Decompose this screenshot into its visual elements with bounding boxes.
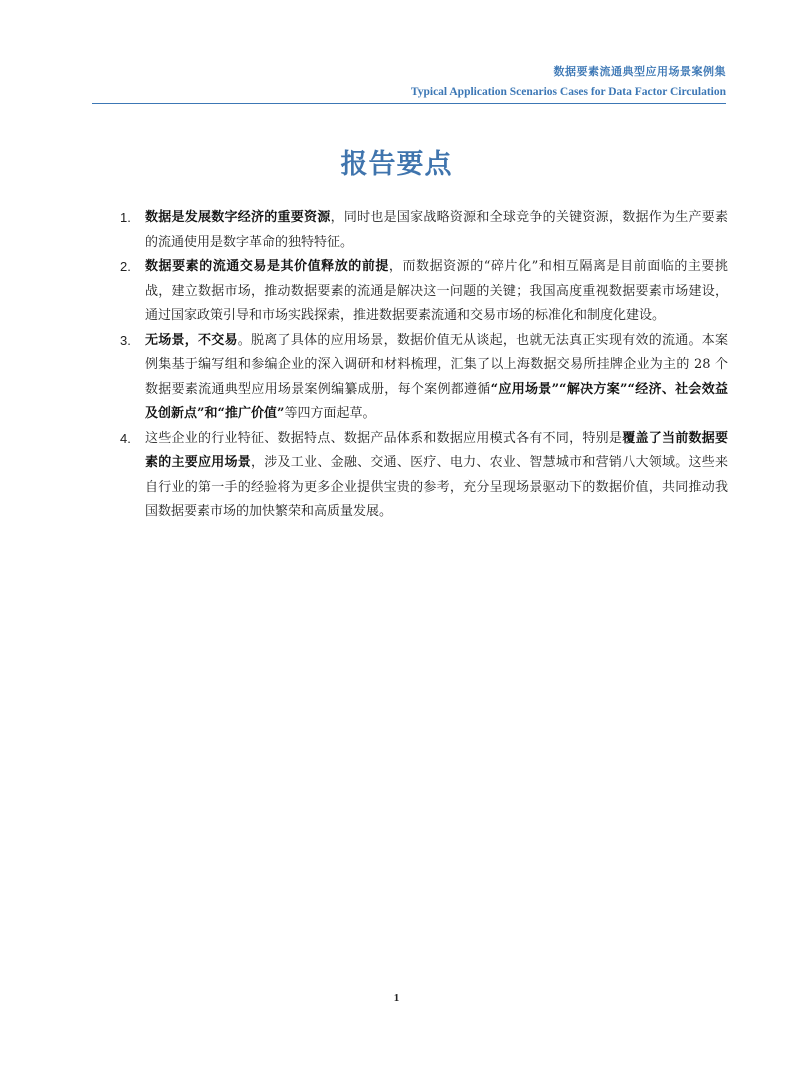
key-point-bold-text: 无场景，不交易 bbox=[145, 332, 238, 348]
page-title: 报告要点 bbox=[340, 149, 453, 180]
key-point-text: ，而数据资源的“碎片化”和相互隔离是目前面临的主要挑战，建立数据市场，推动数据要素的流通是解决这一问题的关键；我国高度重视数据要素市场建设，通过国家政策引导和市场实践探索，推进数据要素流通和交易市场的标准化和制度化建设。 bbox=[145, 259, 728, 323]
header-divider bbox=[92, 103, 726, 104]
key-point-text: 等四方面起草。 bbox=[284, 406, 376, 421]
key-point-bold-text: 数据是发展数字经济的重要资源 bbox=[145, 210, 331, 225]
key-point-bold-text: 覆盖了当前数据要素的主要应用场景 bbox=[145, 430, 728, 470]
key-point-text: ，涉及工业、金融、交通、医疗、电力、农业、智慧城市和营销八大领域。这些来自行业的第一手的经验将为更多企业提供宝贵的参考，充分呈现场景驱动下的数据价值，共同推动我国数据要素市场的加快繁荣和高质量发展。 bbox=[145, 455, 728, 519]
key-point-text: 。脱离了具体的应用场景，数据价值无从谈起，也就无法真正实现有效的流通。本案例集基于编写组和参编企业的深入调研和材料梳理，汇集了以上海数据交易所挂牌企业为主的 28 个数据要素流通典型应用场景案例编纂成册，每个案例都遵循 bbox=[145, 332, 728, 397]
key-point-bold-text: 数据要素的流通交易是其价值释放的前提 bbox=[145, 259, 389, 274]
running-header bbox=[92, 64, 726, 100]
key-point-item bbox=[116, 206, 728, 255]
key-point-number: 1. bbox=[120, 210, 131, 225]
header-title-en: Typical Application Scenarios Cases for Data Factor Circulation bbox=[410, 86, 726, 98]
page-number: 1 bbox=[393, 992, 400, 1004]
key-point-bold-text: “应用场景”“解决方案”“经济、社会效益及创新点”和“推广价值” bbox=[145, 381, 728, 421]
header-title-cn: 数据要素流通典型应用场景案例集 bbox=[553, 65, 726, 78]
key-point-item bbox=[116, 427, 728, 525]
key-point-item bbox=[116, 255, 728, 329]
key-point-text: 这些企业的行业特征、数据特点、数据产品体系和数据应用模式各有不同，特别是 bbox=[145, 430, 623, 446]
key-point-item bbox=[116, 329, 728, 427]
key-point-number: 3. bbox=[120, 332, 131, 348]
key-point-text: ，同时也是国家战略资源和全球竞争的关键资源，数据作为生产要素的流通使用是数字革命的独特特征。 bbox=[145, 210, 728, 250]
key-points-list bbox=[116, 206, 728, 525]
key-point-number: 4. bbox=[120, 430, 131, 446]
key-point-number: 2. bbox=[120, 259, 131, 274]
